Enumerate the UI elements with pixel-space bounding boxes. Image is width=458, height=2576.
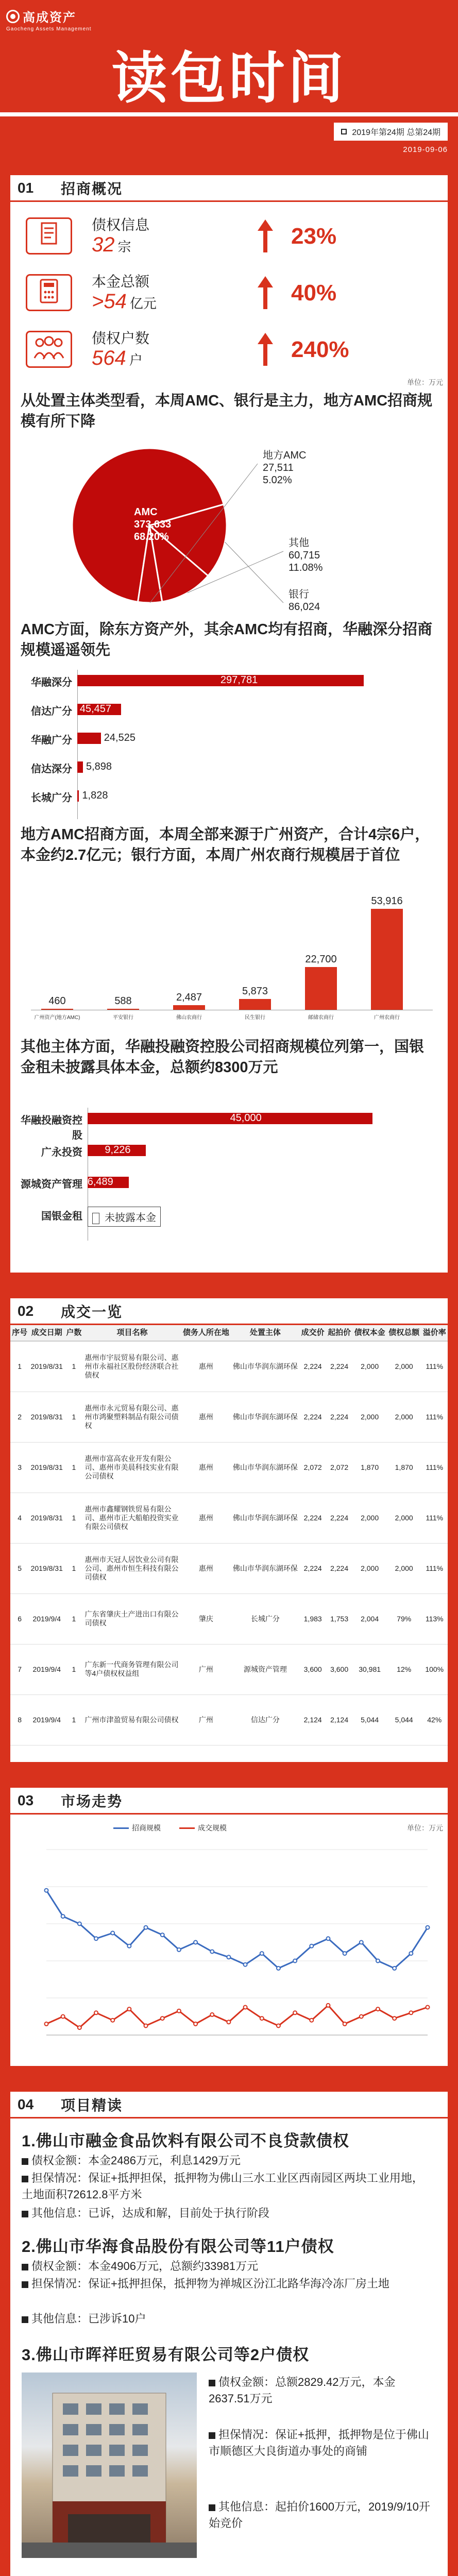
other-description: 其他主体方面，华融投融资控股公司招商规模位列第一，国银金租未披露具体本金，总额约8300万元 bbox=[21, 1039, 425, 1076]
arrow-up-icon bbox=[258, 333, 273, 366]
table-cell: 42% bbox=[421, 1694, 448, 1745]
column-header[interactable]: 起拍价 bbox=[326, 1325, 352, 1341]
column-header[interactable]: 项目名称 bbox=[83, 1325, 181, 1341]
data-point bbox=[360, 1941, 363, 1944]
table-cell: 1 bbox=[10, 1341, 29, 1392]
bullet-icon bbox=[22, 2211, 28, 2217]
table-cell: 佛山市华润东湖环保 bbox=[231, 1392, 299, 1442]
data-point bbox=[227, 1955, 230, 1959]
data-point bbox=[61, 2015, 65, 2019]
bar-category-label: 国银金租 bbox=[41, 1211, 82, 1222]
table-cell: 2,224 bbox=[299, 1392, 326, 1442]
pie-label: 373,633 bbox=[134, 519, 172, 530]
data-point bbox=[45, 1889, 48, 1892]
section-market bbox=[10, 1788, 448, 2066]
table-cell: 1 bbox=[64, 1493, 83, 1543]
issue-date: 2019-09-06 bbox=[403, 145, 448, 154]
table-cell: 3,600 bbox=[299, 1644, 326, 1694]
bullet-icon bbox=[22, 2281, 28, 2288]
section-projects bbox=[10, 2092, 448, 2576]
pie-leader-line bbox=[225, 542, 283, 603]
brand[interactable] bbox=[6, 7, 92, 32]
table-cell: 1,753 bbox=[326, 1594, 352, 1644]
table-cell: 长城广分 bbox=[231, 1594, 299, 1644]
stat-unit: 宗 bbox=[117, 239, 131, 255]
pie-label: 11.08% bbox=[289, 562, 323, 573]
table-cell: 3 bbox=[10, 1442, 29, 1493]
bar-category-label: 信达深分 bbox=[31, 764, 72, 775]
data-point bbox=[409, 2011, 413, 2014]
data-point bbox=[260, 1952, 264, 1955]
data-point bbox=[144, 1926, 148, 1929]
table-cell: 2,000 bbox=[387, 1341, 421, 1392]
bullet-icon bbox=[209, 2380, 215, 2386]
table-cell: 5,044 bbox=[352, 1694, 387, 1745]
table-cell: 2,224 bbox=[326, 1543, 352, 1594]
bar bbox=[107, 1009, 139, 1010]
table-cell: 惠州 bbox=[181, 1442, 231, 1493]
stat-label: 债权信息 bbox=[92, 217, 150, 233]
column-header[interactable]: 债权本金 bbox=[352, 1325, 387, 1341]
section-title: 项目精读 bbox=[61, 2097, 123, 2113]
data-point bbox=[94, 1937, 98, 1940]
data-point bbox=[426, 2006, 430, 2009]
table-cell: 源城资产管理 bbox=[231, 1644, 299, 1694]
bar-category-label: 源城资产管理 bbox=[21, 1179, 82, 1190]
table-row[interactable] bbox=[10, 1392, 448, 1442]
unit-note: 单位：万元 bbox=[407, 1824, 443, 1832]
header bbox=[0, 0, 458, 165]
bar-category-label: 华融投融资控股 bbox=[21, 1115, 82, 1141]
table-cell: 1 bbox=[64, 1644, 83, 1694]
legend-item bbox=[88, 1207, 161, 1227]
project-detail: 担保情况：保证+抵押担保，抵押物为佛山三水工业区西南园区两块工业用地，土地面积72612.8平方米 bbox=[22, 2172, 423, 2201]
people-icon bbox=[26, 331, 72, 368]
section-deals bbox=[10, 1298, 448, 1762]
stat-unit: 亿元 bbox=[129, 296, 157, 311]
table-cell: 惠州市富高农业开发有限公司、惠州市美晨科技实业有限公司债权 bbox=[83, 1442, 181, 1493]
unit-note: 单位：万元 bbox=[407, 378, 443, 386]
local-bar-chart bbox=[10, 891, 448, 1030]
table-row[interactable] bbox=[10, 1341, 448, 1392]
table-cell: 惠州市鑫耀钢铁贸易有限公司、惠州市正大船舶投资实业有限公司债权 bbox=[83, 1493, 181, 1543]
data-point bbox=[244, 2006, 247, 2009]
bar-category-label: 华融深分 bbox=[31, 677, 72, 688]
table-cell: 2,224 bbox=[299, 1341, 326, 1392]
bar-value-label: 297,781 bbox=[220, 674, 258, 686]
table-cell: 肇庆 bbox=[181, 1594, 231, 1644]
table-cell: 2,224 bbox=[326, 1493, 352, 1543]
column-header[interactable]: 成交价 bbox=[299, 1325, 326, 1341]
data-point bbox=[94, 2011, 98, 2014]
bar bbox=[173, 1005, 205, 1010]
table-row[interactable] bbox=[10, 1694, 448, 1745]
data-point bbox=[144, 2024, 148, 2028]
column-header[interactable]: 债权总额 bbox=[387, 1325, 421, 1341]
legend-swatch bbox=[92, 1213, 99, 1224]
pie-label: 5.02% bbox=[263, 474, 292, 486]
legend-label: 招商规模 bbox=[132, 1824, 161, 1832]
series-line bbox=[46, 1890, 428, 1968]
data-point bbox=[127, 2007, 131, 2011]
table-cell: 2,000 bbox=[352, 1392, 387, 1442]
bar-category-label: 佛山农商行 bbox=[176, 1015, 202, 1021]
bullet-icon bbox=[22, 2316, 28, 2323]
legend-label: 未披露本金 bbox=[105, 1212, 156, 1224]
table-cell: 2,224 bbox=[326, 1392, 352, 1442]
table-cell: 111% bbox=[421, 1543, 448, 1594]
table-cell: 6 bbox=[10, 1594, 29, 1644]
data-point bbox=[111, 2019, 114, 2022]
table-row[interactable] bbox=[10, 1493, 448, 1543]
bar-value-label: 5,898 bbox=[86, 761, 112, 772]
table-cell: 信达广分 bbox=[231, 1694, 299, 1745]
market-line-chart bbox=[21, 1839, 438, 2056]
table-cell: 2,224 bbox=[326, 1341, 352, 1392]
bar-value-label: 45,000 bbox=[230, 1112, 262, 1124]
table-cell: 2,004 bbox=[352, 1594, 387, 1644]
data-point bbox=[194, 2022, 197, 2026]
pie-label: AMC bbox=[134, 506, 158, 518]
stat-value: 32 bbox=[92, 233, 115, 256]
table-cell: 3,600 bbox=[326, 1644, 352, 1694]
arrow-up-icon bbox=[258, 219, 273, 252]
amc-description: AMC方面，除东方资产外，其余AMC均有招商，华融深分招商规模遥遥领先 bbox=[21, 621, 433, 658]
local-description: 地方AMC招商方面，本周全部来源于广州资产，合计4宗6户，本金约2.7亿元；银行方面，本周广州农商行规模居于首位 bbox=[21, 826, 430, 863]
brand-logo-icon bbox=[6, 10, 20, 23]
data-point bbox=[260, 2016, 264, 2020]
table-cell: 111% bbox=[421, 1493, 448, 1543]
data-point bbox=[127, 1944, 131, 1948]
column-header[interactable]: 户数 bbox=[64, 1325, 83, 1341]
project-title[interactable]: 1.佛山市融金食品饮料有限公司不良贷款债权 bbox=[22, 2132, 349, 2150]
stat-change: 40% bbox=[291, 280, 337, 306]
legend-swatch bbox=[179, 1827, 195, 1829]
data-point bbox=[177, 1948, 181, 1952]
issue-badge bbox=[334, 123, 448, 141]
column-header[interactable]: 债务人所在地 bbox=[181, 1325, 231, 1341]
table-cell: 2019/9/4 bbox=[29, 1594, 64, 1644]
bar bbox=[77, 790, 79, 802]
brand-english: Gaocheng Assets Management bbox=[6, 26, 92, 32]
data-point bbox=[326, 1937, 330, 1940]
table-cell: 1,983 bbox=[299, 1594, 326, 1644]
data-point bbox=[227, 2020, 230, 2024]
data-point bbox=[78, 2026, 81, 2029]
issue-text: 2019年第24期 总第24期 bbox=[352, 128, 440, 137]
data-point bbox=[293, 2011, 297, 2014]
stat-row bbox=[26, 268, 438, 317]
project-detail: 债权金额：本金4906万元，总额约33981万元 bbox=[22, 2258, 434, 2275]
table-cell: 1 bbox=[64, 1392, 83, 1442]
section-number: 01 bbox=[18, 179, 34, 196]
table-cell: 广东省肇庆土产进出口有限公司债权 bbox=[83, 1594, 181, 1644]
table-cell: 30,981 bbox=[352, 1644, 387, 1694]
document-icon bbox=[26, 217, 72, 255]
table-header-row bbox=[10, 1325, 448, 1341]
project-detail: 债权金额：本金2486万元，利息1429万元 bbox=[22, 2153, 434, 2169]
table-cell: 113% bbox=[421, 1594, 448, 1644]
arrow-up-icon bbox=[258, 276, 273, 309]
bar-value-label: 6,489 bbox=[87, 1176, 113, 1188]
data-point bbox=[343, 1952, 347, 1955]
bar-category-label: 广州资产(地方AMC) bbox=[34, 1015, 80, 1021]
table-cell: 2,000 bbox=[352, 1493, 387, 1543]
column-header[interactable]: 处置主体 bbox=[231, 1325, 299, 1341]
section-number: 02 bbox=[18, 1302, 34, 1319]
data-point bbox=[210, 1950, 214, 1954]
data-point bbox=[360, 2015, 363, 2019]
table-row[interactable] bbox=[10, 1644, 448, 1694]
table-cell: 111% bbox=[421, 1442, 448, 1493]
bar-category-label: 平安银行 bbox=[113, 1015, 133, 1021]
table-cell: 2019/9/4 bbox=[29, 1694, 64, 1745]
bar-value-label: 24,525 bbox=[104, 732, 135, 743]
bar-category-label: 邮储农商行 bbox=[308, 1015, 334, 1021]
bullet-icon bbox=[22, 2176, 28, 2182]
bar-category-label: 广州农商行 bbox=[374, 1015, 400, 1021]
table-cell: 12% bbox=[387, 1644, 421, 1694]
bar bbox=[77, 761, 83, 773]
data-point bbox=[393, 1967, 396, 1970]
table-cell: 2019/8/31 bbox=[29, 1543, 64, 1594]
bar-value-label: 22,700 bbox=[305, 954, 337, 965]
table-cell: 佛山市华润东湖环保 bbox=[231, 1341, 299, 1392]
column-header[interactable]: 成交日期 bbox=[29, 1325, 64, 1341]
data-point bbox=[376, 1959, 380, 1963]
section-title: 市场走势 bbox=[61, 1793, 123, 1809]
legend-label: 成交规模 bbox=[198, 1824, 227, 1832]
bar bbox=[305, 967, 337, 1010]
stat-label: 债权户数 bbox=[92, 330, 150, 346]
table-cell: 1,870 bbox=[387, 1442, 421, 1493]
data-point bbox=[343, 2022, 347, 2026]
project-detail: 担保情况：保证+抵押，抵押物是位于佛山市顺德区大良街道办事处的商铺 bbox=[209, 2428, 429, 2458]
table-cell: 2 bbox=[10, 1392, 29, 1442]
bar-category-label: 民生银行 bbox=[245, 1015, 265, 1021]
data-point bbox=[393, 2016, 396, 2020]
table-cell: 广州市津盈贸易有限公司债权 bbox=[83, 1694, 181, 1745]
other-bar-chart bbox=[10, 1103, 448, 1257]
bar bbox=[239, 999, 271, 1010]
brand-name: 高成资产 bbox=[23, 11, 76, 25]
stat-label: 本金总额 bbox=[92, 274, 150, 290]
data-point bbox=[194, 1941, 197, 1944]
table-cell: 广州 bbox=[181, 1694, 231, 1745]
data-point bbox=[78, 1922, 81, 1926]
data-point bbox=[177, 2009, 181, 2013]
table-cell: 1 bbox=[64, 1543, 83, 1594]
section-header bbox=[10, 1298, 448, 1325]
column-header[interactable]: 序号 bbox=[10, 1325, 29, 1341]
table-cell: 惠州市宇辰贸易有限公司、惠州市永福社区股份经济联合社债权 bbox=[83, 1341, 181, 1392]
project-title[interactable]: 2.佛山市华海食品股份有限公司等11户债权 bbox=[22, 2238, 334, 2256]
deals-table bbox=[10, 1325, 448, 1745]
data-point bbox=[277, 2024, 280, 2028]
stat-value: >54 bbox=[92, 290, 127, 313]
bullet-icon bbox=[22, 2158, 28, 2165]
table-cell: 惠州市天冠人居饮业公司有限公司、惠州市恒生科技有限公司债权 bbox=[83, 1543, 181, 1594]
project-detail: 担保情况：保证+抵押担保，抵押物为禅城区汾江北路华海冷冻厂房土地 bbox=[22, 2276, 434, 2292]
stat-change: 240% bbox=[291, 337, 349, 362]
pie-label: 地方AMC bbox=[263, 450, 307, 461]
data-point bbox=[244, 1963, 247, 1967]
table-cell: 2,124 bbox=[299, 1694, 326, 1745]
stat-value: 564 bbox=[92, 347, 126, 369]
table-cell: 111% bbox=[421, 1341, 448, 1392]
bar-category-label: 华融广分 bbox=[31, 735, 72, 746]
calculator-icon bbox=[26, 274, 72, 311]
bar-value-label: 53,916 bbox=[371, 895, 403, 907]
title-divider bbox=[0, 112, 458, 116]
data-point bbox=[45, 2022, 48, 2026]
bar-value-label: 5,873 bbox=[242, 985, 268, 997]
chart-legend bbox=[113, 1823, 227, 1833]
table-cell: 2,072 bbox=[299, 1442, 326, 1493]
column-header[interactable]: 溢价率 bbox=[421, 1325, 448, 1341]
building-photo bbox=[22, 2372, 197, 2558]
project-detail: 债权金额：总额2829.42万元，本金2637.51万元 bbox=[209, 2376, 396, 2405]
table-row[interactable] bbox=[10, 1594, 448, 1644]
section-title: 成交一览 bbox=[61, 1303, 123, 1320]
table-cell: 广东新一代商务管理有限公司等4户债权权益组 bbox=[83, 1644, 181, 1694]
table-cell: 1 bbox=[64, 1594, 83, 1644]
bar-value-label: 460 bbox=[48, 995, 66, 1007]
table-cell: 2019/8/31 bbox=[29, 1341, 64, 1392]
pie-chart bbox=[21, 438, 438, 613]
data-point bbox=[277, 1967, 280, 1970]
data-point bbox=[210, 2013, 214, 2016]
data-point bbox=[61, 1914, 65, 1918]
table-cell: 4 bbox=[10, 1493, 29, 1543]
table-cell: 5,044 bbox=[387, 1694, 421, 1745]
section-header bbox=[10, 175, 448, 202]
table-cell: 5 bbox=[10, 1543, 29, 1594]
table-cell: 2019/8/31 bbox=[29, 1493, 64, 1543]
table-cell: 2,224 bbox=[299, 1493, 326, 1543]
table-cell: 1 bbox=[64, 1442, 83, 1493]
table-cell: 79% bbox=[387, 1594, 421, 1644]
section-header bbox=[10, 1788, 448, 1815]
bar bbox=[77, 733, 101, 744]
data-point bbox=[376, 2007, 380, 2011]
bar-value-label: 9,226 bbox=[105, 1144, 131, 1156]
bar-category-label: 信达广分 bbox=[31, 706, 72, 717]
table-cell: 2019/9/4 bbox=[29, 1644, 64, 1694]
project-detail: 其他信息：已涉诉10户 bbox=[22, 2311, 434, 2327]
table-row[interactable] bbox=[10, 1543, 448, 1594]
bar-value-label: 588 bbox=[114, 995, 132, 1007]
bullet-icon bbox=[22, 2264, 28, 2270]
table-cell: 2,000 bbox=[387, 1392, 421, 1442]
table-cell: 111% bbox=[421, 1392, 448, 1442]
section-title: 招商概况 bbox=[61, 180, 123, 197]
table-cell: 广州 bbox=[181, 1644, 231, 1694]
stat-row bbox=[26, 211, 438, 261]
table-cell: 惠州 bbox=[181, 1341, 231, 1392]
table-cell: 2,000 bbox=[352, 1543, 387, 1594]
table-cell: 佛山市华润东湖环保 bbox=[231, 1442, 299, 1493]
project-title[interactable]: 3.佛山市晖祥旺贸易有限公司等2户债权 bbox=[22, 2346, 310, 2364]
pie-label: 60,715 bbox=[289, 550, 320, 561]
table-cell: 2,000 bbox=[352, 1341, 387, 1392]
bar-value-label: 2,487 bbox=[176, 991, 202, 1003]
table-cell: 佛山市华润东湖环保 bbox=[231, 1543, 299, 1594]
table-cell: 惠州市永元贸易有限公司、惠州市鸿聚塑料制品有限公司债权 bbox=[83, 1392, 181, 1442]
table-cell: 100% bbox=[421, 1644, 448, 1694]
data-point bbox=[326, 2004, 330, 2007]
table-cell: 2,124 bbox=[326, 1694, 352, 1745]
project-detail: 其他信息：起拍价1600万元，2019/9/10开始竞价 bbox=[209, 2500, 430, 2530]
data-point bbox=[111, 1931, 114, 1935]
stat-change: 23% bbox=[291, 224, 337, 249]
pie-label: 27,511 bbox=[263, 462, 294, 473]
bullet-icon bbox=[209, 2432, 215, 2439]
table-cell: 1 bbox=[64, 1341, 83, 1392]
bar bbox=[41, 1009, 73, 1010]
amc-bar-chart bbox=[10, 665, 448, 819]
table-cell: 2019/8/31 bbox=[29, 1392, 64, 1442]
table-cell: 2019/8/31 bbox=[29, 1442, 64, 1493]
stat-unit: 户 bbox=[129, 352, 143, 368]
table-cell: 1,870 bbox=[352, 1442, 387, 1493]
data-point bbox=[161, 1933, 164, 1937]
bullet-icon bbox=[209, 2504, 215, 2511]
table-cell: 8 bbox=[10, 1694, 29, 1745]
project-detail: 其他信息：已诉，达成和解，目前处于执行阶段 bbox=[22, 2205, 434, 2222]
pie-label: 银行 bbox=[289, 589, 309, 600]
table-cell: 佛山市华润东湖环保 bbox=[231, 1493, 299, 1543]
table-cell: 惠州 bbox=[181, 1543, 231, 1594]
legend-swatch bbox=[113, 1827, 129, 1829]
pie-label: 86,024 bbox=[289, 601, 320, 613]
bar-category-label: 广永投资 bbox=[41, 1147, 82, 1158]
pie-description: 从处置主体类型看，本周AMC、银行是主力，地方AMC招商规模有所下降 bbox=[21, 393, 433, 430]
table-row[interactable] bbox=[10, 1442, 448, 1493]
data-point bbox=[293, 1959, 297, 1963]
data-point bbox=[161, 2016, 164, 2020]
data-point bbox=[310, 1944, 313, 1948]
bar-category-label: 长城广分 bbox=[31, 792, 72, 804]
pie-label: 68.20% bbox=[134, 531, 169, 543]
section-overview bbox=[10, 175, 448, 1273]
table-cell: 惠州 bbox=[181, 1493, 231, 1543]
square-icon bbox=[341, 129, 347, 134]
table-cell: 2,000 bbox=[387, 1493, 421, 1543]
table-cell: 2,000 bbox=[387, 1543, 421, 1594]
section-number: 03 bbox=[18, 1792, 34, 1808]
pie-label: 其他 bbox=[289, 537, 309, 549]
series-line bbox=[46, 2005, 428, 2027]
table-cell: 惠州 bbox=[181, 1392, 231, 1442]
table-cell: 2,072 bbox=[326, 1442, 352, 1493]
data-point bbox=[310, 2019, 313, 2022]
section-header bbox=[10, 2092, 448, 2119]
table-cell: 2,224 bbox=[299, 1543, 326, 1594]
bar bbox=[371, 909, 403, 1010]
data-point bbox=[409, 1952, 413, 1955]
data-point bbox=[426, 1926, 430, 1929]
page-title: 读包时间 bbox=[111, 47, 347, 109]
section-number: 04 bbox=[18, 2096, 34, 2112]
bar-value-label: 45,457 bbox=[79, 703, 112, 715]
bar-value-label: 1,828 bbox=[82, 790, 108, 801]
stat-row bbox=[26, 325, 438, 374]
table-cell: 1 bbox=[64, 1694, 83, 1745]
table-cell: 7 bbox=[10, 1644, 29, 1694]
